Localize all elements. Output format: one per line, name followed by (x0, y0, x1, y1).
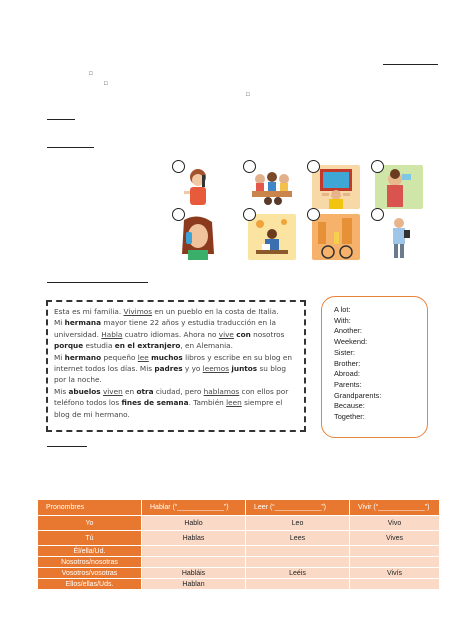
conjugation-cell[interactable] (142, 546, 246, 557)
conjugation-cell[interactable] (246, 557, 350, 568)
story-line: Mis abuelos viven en otra ciudad, pero hablamos con ellos por (54, 386, 289, 396)
vocab-item: Together: (334, 412, 365, 422)
column-header: Vivir (“____________”) (350, 500, 440, 516)
conjugation-cell[interactable]: Vives (350, 531, 440, 546)
picture-man-studying (248, 214, 296, 260)
vocab-item: Abroad: (334, 369, 360, 379)
pronoun-cell: Ellos/ellas/Uds. (38, 579, 142, 590)
section-heading-line (47, 147, 94, 148)
story-line: internet todos los días. Mis padres y yo leemos juntos su blog (54, 364, 286, 374)
answer-circle[interactable] (371, 160, 384, 173)
conjugation-cell[interactable] (142, 557, 246, 568)
story-line: teléfono todos los fines de semana. También leen siempre el (54, 398, 283, 408)
conjugation-cell[interactable]: Hablo (142, 516, 246, 531)
story-line: Mi hermana mayor tiene 22 años y estudia traducción en la (54, 318, 276, 328)
answer-circle[interactable] (172, 208, 185, 221)
section-heading-line (47, 119, 75, 120)
conjugation-cell[interactable]: Vivís (350, 568, 440, 579)
picture-man-cheering-tv (312, 165, 360, 209)
picture-man-with-tablet (375, 214, 423, 260)
name-blank-line (383, 64, 438, 65)
story-line: blog de mi hermano. (54, 409, 130, 419)
answer-circle[interactable] (243, 208, 256, 221)
answer-circle[interactable] (172, 160, 185, 173)
conjugation-cell[interactable]: Vivo (350, 516, 440, 531)
table-row (38, 557, 440, 568)
picture-woman-on-phone (174, 214, 222, 260)
vocab-item: Grandparents: (334, 390, 382, 400)
conjugation-cell[interactable]: Leo (246, 516, 350, 531)
vocab-item: Because: (334, 401, 365, 411)
conjugation-cell[interactable] (350, 557, 440, 568)
conjugation-table (37, 499, 440, 590)
vocab-item: Brother: (334, 358, 361, 368)
vocab-item: Another: (334, 326, 362, 336)
story-line: Esta es mi familia. Vivimos en un pueblo en la costa de Italia. (54, 307, 279, 316)
placeholder-glyph: □ (246, 92, 250, 98)
vocabulary-box (321, 296, 428, 438)
conjugation-cell[interactable] (246, 579, 350, 590)
table-row (38, 579, 440, 590)
column-header: Hablar (“____________”) (142, 500, 246, 516)
picture-woman-bicycle-city (312, 214, 360, 260)
story-line: porque estudia en el extranjero, en Alemania. (54, 341, 233, 351)
pronoun-cell: Tú (38, 531, 142, 546)
placeholder-glyph: □ (89, 71, 93, 77)
picture-man-drinking (375, 165, 423, 209)
table-header-row (38, 500, 440, 516)
vocab-item: Sister: (334, 347, 355, 357)
answer-circle[interactable] (243, 160, 256, 173)
pronoun-cell: Nosotros/nosotras (38, 557, 142, 568)
answer-circle[interactable] (307, 160, 320, 173)
conjugation-cell[interactable] (350, 546, 440, 557)
section-heading-line (47, 282, 148, 283)
vocab-item: A lot: (334, 305, 351, 314)
vocab-item: Parents: (334, 379, 362, 389)
table-row (38, 546, 440, 557)
column-header: Pronombres (38, 500, 142, 516)
pronoun-cell: Vosotros/vosotras (38, 568, 142, 579)
conjugation-cell[interactable]: Habláis (142, 568, 246, 579)
picture-family-dinner (248, 165, 296, 209)
conjugation-cell[interactable] (350, 579, 440, 590)
vocab-item: Weekend: (334, 337, 368, 347)
conjugation-cell[interactable]: Lees (246, 531, 350, 546)
story-line: por la noche. (54, 375, 102, 385)
column-header: Leer (“____________”) (246, 500, 350, 516)
table-row (38, 568, 440, 579)
conjugation-cell[interactable] (246, 546, 350, 557)
table-row (38, 516, 440, 531)
pronoun-cell: Él/ella/Ud. (38, 546, 142, 557)
story-line: universidad. Habla cuatro idiomas. Ahora no vive con nosotros (54, 329, 285, 339)
placeholder-glyph: □ (104, 81, 108, 87)
story-line: Mi hermano pequeño lee muchos libros y escribe en su blog en (54, 352, 292, 362)
family-story-box (46, 300, 306, 432)
answer-circle[interactable] (371, 208, 384, 221)
table-row (38, 531, 440, 546)
conjugation-cell[interactable]: Hablas (142, 531, 246, 546)
conjugation-cell[interactable]: Leéis (246, 568, 350, 579)
pronoun-cell: Yo (38, 516, 142, 531)
conjugation-cell[interactable]: Hablan (142, 579, 246, 590)
section-heading-line (47, 446, 87, 447)
vocab-item: With: (334, 315, 351, 325)
answer-circle[interactable] (307, 208, 320, 221)
